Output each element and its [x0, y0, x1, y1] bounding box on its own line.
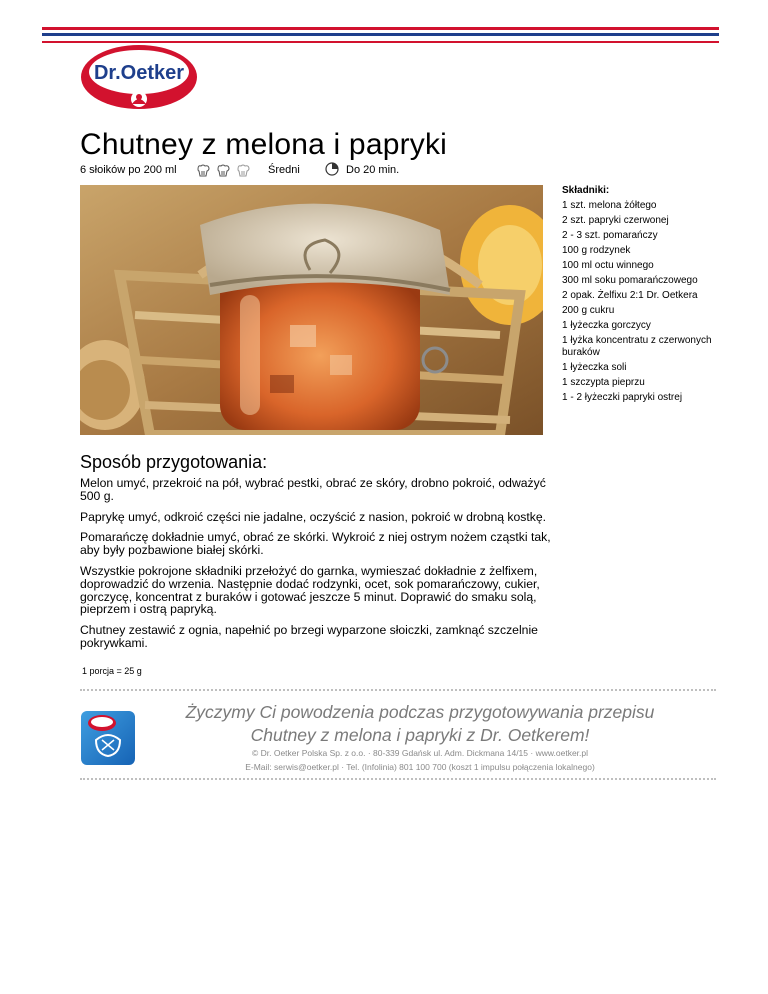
logo-text: Dr.Oetker: [93, 62, 185, 84]
ingredient-item: 1 szt. melona żółtego: [562, 200, 657, 211]
ingredient-item: 200 g cukru: [562, 305, 615, 316]
header-stripe-red-thin: [42, 41, 719, 43]
ingredient-item: 100 g rodzynek: [562, 245, 631, 256]
ingredient-item: 2 - 3 szt. pomarańczy: [562, 230, 658, 241]
chef-hat-icon: [216, 164, 231, 177]
mixing-bowl-icon: [80, 710, 136, 766]
header-stripe-red: [42, 27, 719, 30]
preparation-steps: [80, 477, 560, 658]
footer-contact-address: © Dr. Oetker Polska Sp. z o.o. · 80-339 Gdańsk ul. Adm. Dickmana 14/15 · www.oetker.pl: [251, 748, 589, 758]
ingredient-item: 1 łyżeczka gorczycy: [562, 320, 651, 331]
recipe-title: Chutney z melona i papryki: [80, 128, 448, 161]
ingredient-item: 100 ml octu winnego: [562, 260, 654, 271]
ingredient-item: 300 ml soku pomarańczowego: [562, 275, 698, 286]
ingredient-item: 1 szczypta pieprzu: [562, 377, 645, 388]
time-text: Do 20 min.: [346, 164, 400, 176]
ingredient-item: 2 szt. papryki czerwonej: [562, 215, 669, 226]
preparation-step: Wszystkie pokrojone składniki przełożyć do garnka, wymieszać dokładnie z żelfixem, doprowadzić do wrzenia. Następnie dodać rodzynki, ocet, sok pomarańczowy, cukier, gorczycę, koncentrat z buraków i gotować jeszcze 5 minut. Doprawić do smaku solą, pieprzem i ostrą papryką.: [80, 563, 540, 617]
difficulty-text: Średni: [268, 164, 300, 176]
header-stripe-blue: [42, 33, 719, 36]
footer-wish-line2: Chutney z melona i papryki z Dr. Oetkerem!: [250, 725, 590, 745]
chef-hat-icon: [236, 164, 251, 177]
chef-hat-icon: [196, 164, 211, 177]
preparation-heading: Sposób przygotowania:: [80, 452, 268, 472]
footer-divider-bottom: [80, 778, 716, 780]
clock-icon: [325, 162, 339, 176]
ingredients-list: [562, 185, 732, 407]
ingredients-heading: Składniki:: [562, 185, 610, 196]
ingredient-item: 2 opak. Żelfixu 2:1 Dr. Oetkera: [562, 290, 698, 301]
footer-contact-phone: E-Mail: serwis@oetker.pl · Tel. (Infolinia) 801 100 700 (koszt 1 impulsu połączenia lokalnego): [245, 762, 595, 772]
recipe-photo: [80, 185, 543, 435]
dr-oetker-logo[interactable]: [80, 44, 198, 110]
preparation-step: Melon umyć, przekroić na pół, wybrać pestki, obrać ze skóry, drobno pokroić, odważyć 500 g.: [80, 476, 546, 503]
ingredient-item: 1 - 2 łyżeczki papryki ostrej: [562, 392, 683, 403]
ingredient-item: 1 łyżka koncentratu z czerwonych buraków: [562, 335, 712, 358]
yield-text: 6 słoików po 200 ml: [80, 164, 177, 176]
preparation-step: Paprykę umyć, odkroić części nie jadalne, oczyścić z nasion, pokroić w drobną kostkę.: [80, 509, 547, 524]
difficulty-icons: [196, 164, 253, 180]
preparation-step: Pomarańczę dokładnie umyć, obrać ze skórki. Wykroić z niej ostrym nożem cząstki tak, aby były pozbawione białej skórki.: [80, 530, 551, 558]
ingredient-item: 1 łyżeczka soli: [562, 362, 627, 373]
footer-divider-top: [80, 689, 716, 691]
preparation-step: Chutney zestawić z ognia, napełnić po brzegi wyparzone słoiczki, zamknąć szczelnie pokrywkami.: [80, 623, 538, 650]
portion-info: 1 porcja = 25 g: [82, 666, 142, 676]
footer-wish-line1: Życzymy Ci powodzenia podczas przygotowywania przepisu: [185, 702, 655, 722]
